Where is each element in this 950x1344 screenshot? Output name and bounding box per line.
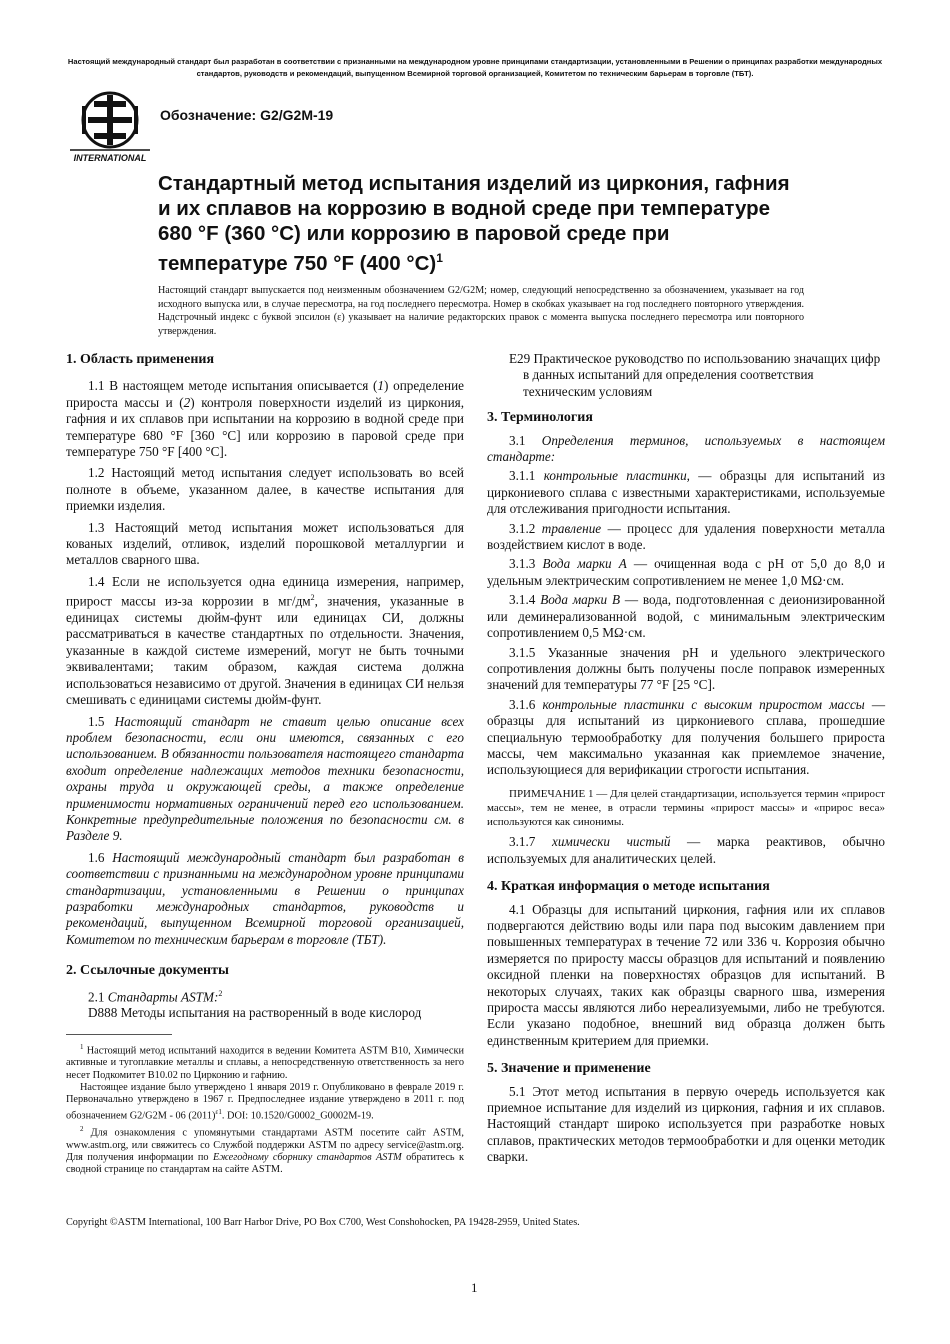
para-1-3: 1.3 Настоящий метод испытания может использоваться для кованых изделий, отливок, изделий порошковой металлургии и металлов сварного шва. bbox=[66, 519, 464, 568]
para-1-2: 1.2 Настоящий метод испытания следует использовать во всей полноте в объеме, указанном далее, в качестве испытания для приемки изделия. bbox=[66, 465, 464, 514]
copyright-line: Copyright ©ASTM International, 100 Barr Harbor Drive, PO Box C700, West Conshohocken, PA 19428-2959, United States. bbox=[66, 1217, 580, 1228]
para-3-1-3: 3.1.3 Вода марки A — очищенная вода с pH от 5,0 до 8,0 и удельным электрическим сопротивлением не менее 1,0 MΩ·см. bbox=[487, 556, 885, 588]
section-1-heading: 1. Область применения bbox=[66, 352, 215, 367]
para-1-5: 1.5 Настоящий стандарт не ставит целью описание всех проблем безопасности, если они имеются, связанных с его использованием. В обязанности пользователя настоящего стандарта входит определение надлежащих методов техники безопасности, охраны труда и окружающей среды, а также определение применимости нормативных ограничений перед его использованием. Конкретные предупредительные положения по безопасности см. в Разделе 9. bbox=[66, 713, 465, 844]
para-3-1-1: 3.1.1 контрольные пластинки, — образцы для испытаний из циркониевого сплава с известными характеристиками, используемые для отслеживания пригодности испытания. bbox=[487, 468, 886, 517]
footnote-2: $^2$ Для ознакомления с упомянутыми стандартами ASTM посетите сайт ASTM, www.astm.org, или свяжитесь со Службой поддержки ASTM по адресу service@astm.org. Для получения информации по Ежегодному сборнику стандартов ASTM обратитесь к сводной странице по стандартам на сайте ASTM. bbox=[66, 1124, 464, 1175]
section-5-heading: 5. Значение и применение bbox=[487, 1061, 651, 1077]
title-footnote-ref: 1 bbox=[436, 251, 443, 265]
section-2-heading: 2. Ссылочные документы bbox=[66, 963, 229, 979]
astm-logo bbox=[68, 90, 152, 164]
note-1: ПРИМЕЧАНИЕ 1 — Для целей стандартизации, используется термин «прирост массы», тем не менее, в отрасли термины «прирост массы» и «прирос веса» используются как синонимы. bbox=[487, 787, 885, 829]
para-4-1: 4.1 Образцы для испытаний циркония, гафния или их сплавов подвергаются действию воды или пара под высоким давлением при повышенных температурах в течение 72 или 336 ч. Коррозия обычно измеряется по приросту массы образцов для испытаний и появлению оксидной пленки на поверхностях образцов для испытаний. В некоторых случаях, таких как образцы сварного шва, измерения прироста массы являются либо нереализуемыми, либо не требуются. Если указано подобное, внешний вид образца должен быть единственным критерием для приемки. bbox=[487, 901, 885, 1048]
logo-caption: INTERNATIONAL bbox=[73, 153, 147, 163]
footnotes bbox=[66, 1041, 464, 1176]
designation: Обозначение: G2/G2M-19 bbox=[160, 107, 334, 123]
title-text: Стандартный метод испытания изделий из циркония, гафния и их сплавов на коррозию в водной среде при температуре 680 °F (360 °C) или коррозию в паровой среде при температуре 750 °F (400 °C) bbox=[158, 172, 790, 275]
para-3-1-7: 3.1.7 химически чистый — марка реактивов, обычно используемых для аналитических целей. bbox=[487, 834, 885, 866]
para-5-1: 5.1 Этот метод испытания в первую очередь используется как приемное испытание для изделий из циркония, гафния и их сплавов. Настоящий стандарт широко используется при разработке новых сплавов, практических методов термообработки и для оценки методик сварки. bbox=[487, 1083, 885, 1165]
intro-paragraph: Настоящий стандарт выпускается под неизменным обозначением G2/G2M; номер, следующий непосредственно за обозначением, указывает на год исходного выпуска или, в случае пересмотра, на год последнего пересмотра. Номер в скобках указывает на год последнего повторного утверждения. Надстрочный индекс с буквой эпсилон (ε) указывает на наличие редакторских правок с момента выпуска последнего пересмотра или повторного утверждения. bbox=[158, 285, 804, 337]
section-4-heading: 4. Краткая информация о методе испытания bbox=[487, 879, 770, 895]
standardization-notice: Настоящий международный стандарт был разработан в соответствии с признанными на международном уровне принципами стандартизации, установленными в Решении о принципах разработки международных стандартов, руководств и рекомендаций, выпущенном Всемирной торговой организацией, Комитетом по техническим барьерам в торговле (ТБТ). bbox=[67, 57, 883, 78]
para-2-1: 2.1 Стандарты ASTM:$^2$ bbox=[88, 988, 223, 1004]
para-1-4: 1.4 Если не используется одна единица измерения, например, прирост массы из-за коррозии в $мг/дм^2$, значения, указанные в единицах системы дюйм-фунт или единицах СИ, должны рассматриваться в качестве стандартных по отдельности. Значения, указанные в каждой системе измерений, могут не быть точными эквивалентами; таким образом, каждая система должна использоваться независимо от другой. Значения в единицах СИ нельзя смешивать с единицами системы дюйм-фунт. bbox=[66, 573, 464, 708]
para-3-1: 3.1 Определения терминов, используемых в настоящем стандарте: bbox=[487, 432, 885, 465]
left-column bbox=[66, 352, 464, 1176]
reference-e29: E29 Практическое руководство по использованию значащих цифр в данных испытаний для определения соответствия техническим условиям bbox=[509, 351, 881, 399]
right-column bbox=[487, 351, 885, 1166]
para-3-1-5: 3.1.5 Указанные значения pH и удельного электрического сопротивления должны быть получены после поправок измеренных значений для температуры 77 °F [25 °C]. bbox=[487, 644, 885, 693]
para-1-1: 1.1 В настоящем методе испытания описывается (1) определение прироста массы и (2) контроля поверхности изделий из циркония, гафния и их сплавов при испытании на коррозию в водной среде при температуре 680 °F [360 °C] или коррозию в паровой среде при температуре 750 °F [400 °C]. bbox=[66, 378, 464, 460]
footnote-1-edition: Настоящее издание было утверждено 1 января 2019 г. Опубликовано в феврале 2019 г. Первоначально утверждено в 1967 г. Предпоследнее издание утверждено в 2011 г. под обозначением G2/G2M - 06 $(2011)^{\varepsilon 1}$. DOI: 10.1520/G0002_G0002M-19. bbox=[66, 1081, 464, 1122]
footnote-rule bbox=[66, 1034, 172, 1035]
document-title bbox=[158, 171, 798, 276]
page-number: 1 bbox=[471, 1280, 478, 1295]
para-1-6: 1.6 Настоящий международный стандарт был разработан в соответствии с признанными на международном уровне принципами стандартизации, установленными в Решении о принципах разработки международных стандартов, руководств и рекомендаций, выпущенном Всемирной торговой организацией, Комитетом по техническим барьерам в торговле (ТБТ). bbox=[66, 849, 464, 947]
para-3-1-4: 3.1.4 Вода марки B — вода, подготовленная с деионизированной или деминерализованной водой, с минимальным электрическим сопротивлением 0,5 MΩ·см. bbox=[487, 592, 886, 641]
para-3-1-6: 3.1.6 контрольные пластинки с высоким приростом массы — образцы для испытаний из циркониевого сплава, прошедшие специальную термообработку для получения большего прироста массы, чем максимально указанная как приемлемое значение, использующиеся для верификации строгости испытания. bbox=[487, 696, 886, 778]
para-3-1-2: 3.1.2 травление — процесс для удаления поверхности металла воздействием кислот в воде. bbox=[487, 520, 885, 553]
section-3-heading: 3. Терминология bbox=[487, 410, 593, 426]
reference-d888: D888 Методы испытания на растворенный в воде кислород bbox=[88, 1005, 422, 1021]
footnote-1: $^1$ Настоящий метод испытаний находится в ведении Комитета ASTM B10, Химически активные и тугоплавкие металлы и сплавы, а непосредственную ответственность за него несет Подкомитет B10.02 по Цирконию и гафнию. bbox=[66, 1042, 464, 1081]
